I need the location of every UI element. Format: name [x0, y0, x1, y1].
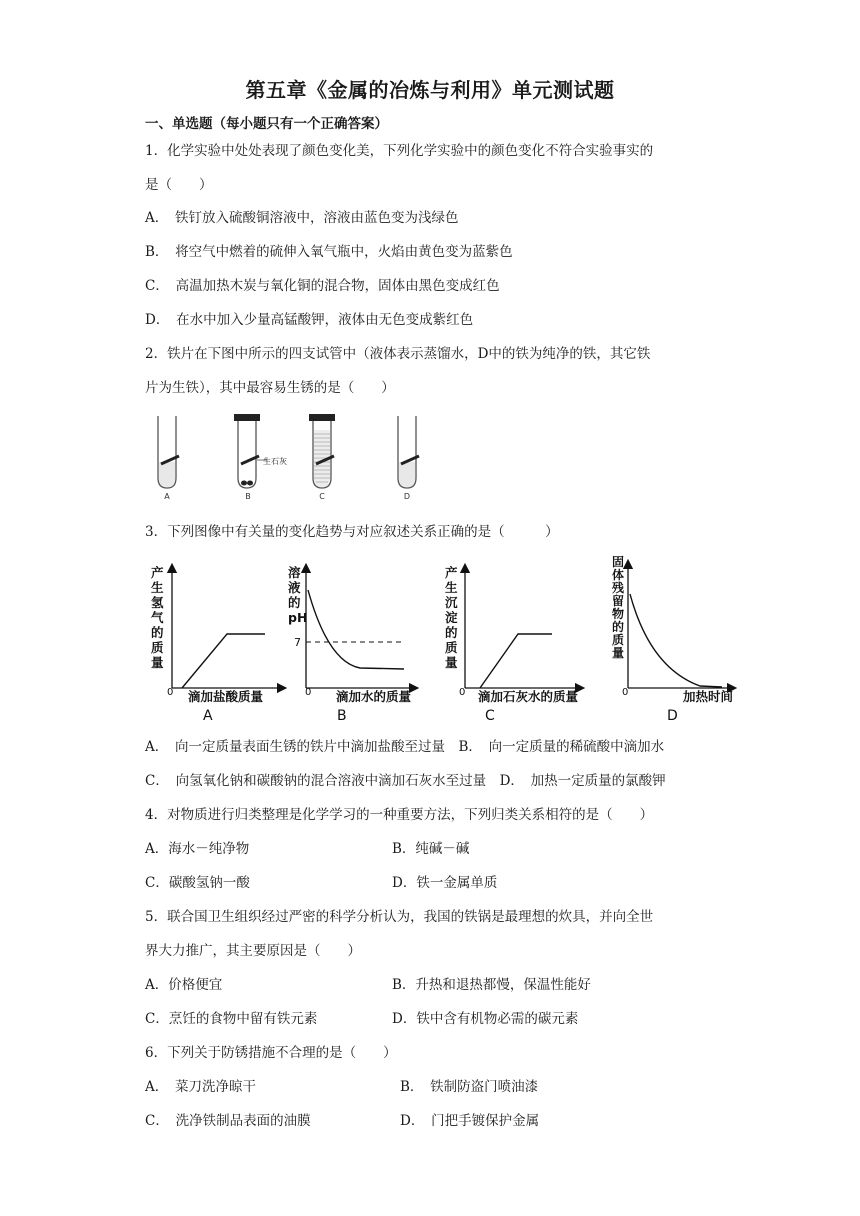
q6-option-a: A． 菜刀洗净晾干 [145, 1079, 256, 1095]
graph-a [151, 565, 282, 724]
q4-option-d: D．铁一金属单质 [392, 875, 498, 891]
y-axis-label: 固体残留物的质量 [612, 555, 625, 660]
q4-option-a: A．海水－纯净物 [145, 841, 250, 857]
graph-c [445, 565, 580, 724]
q3-stem: 3．下列图像中有关量的变化趋势与对应叙述关系正确的是（ ） [145, 524, 559, 540]
curve [308, 590, 404, 669]
x-axis-label: 加热时间 [683, 689, 734, 704]
q5-option-d: D．铁中含有机物必需的碳元素 [392, 1011, 579, 1027]
q5-stem-line1: 5．联合国卫生组织经过严密的科学分析认为，我国的铁锅是最理想的炊具，并向全世 [145, 909, 654, 925]
ph-7-label: 7 [294, 636, 301, 649]
q1-option-d: D． 在水中加入少量高锰酸钾，液体由无色变成紫红色 [145, 312, 474, 328]
q1-option-a: A． 铁钉放入硫酸铜溶液中，溶液由蓝色变为浅绿色 [145, 210, 459, 226]
origin-label: 0 [305, 687, 312, 698]
graph-d [612, 555, 734, 724]
graph-letter: C [485, 708, 495, 724]
q6-stem: 6．下列关于防锈措施不合理的是（ ） [145, 1045, 397, 1061]
tube-d-label: D [403, 492, 411, 501]
q1-option-c: C． 高温加热木炭与氧化铜的混合物，固体由黑色变成红色 [145, 278, 500, 294]
q2-stem-line1: 2．铁片在下图中所示的四支试管中（液体表示蒸馏水，D中的铁为纯净的铁，其它铁 [145, 346, 651, 362]
stopper [309, 414, 335, 421]
curve [480, 634, 552, 688]
q4-option-c: C．碳酸氢钠一酸 [145, 875, 250, 891]
q1-option-b: B． 将空气中燃着的硫伸入氧气瓶中，火焰由黄色变为蓝紫色 [145, 244, 513, 260]
x-axis-label: 滴加盐酸质量 [188, 689, 264, 704]
q6-option-d: D． 门把手镀保护金属 [400, 1113, 540, 1129]
q6-option-b: B． 铁制防盗门喷油漆 [400, 1079, 539, 1095]
x-axis-label: 滴加石灰水的质量 [478, 689, 579, 704]
tube-b [234, 414, 287, 501]
tube-a-label: A [164, 492, 170, 501]
origin-label: 0 [167, 687, 174, 698]
graph-letter: A [203, 708, 213, 724]
y-axis-label: 溶液的 pH [288, 565, 308, 625]
q4-option-b: B．纯碱－碱 [392, 841, 470, 857]
q1-stem-line1: 1．化学实验中处处表现了颜色变化美，下列化学实验中的颜色变化不符合实验事实的 [145, 143, 654, 159]
q5-stem-line2: 界大力推广，其主要原因是（ ） [145, 943, 361, 959]
q3-options-ab: A． 向一定质量表面生锈的铁片中滴加盐酸至过量 B． 向一定质量的稀硫酸中滴加水 [145, 739, 665, 755]
origin-label: 0 [622, 687, 629, 698]
q5-option-c: C．烹饪的食物中留有铁元素 [145, 1011, 318, 1027]
quicklime-label: 生石灰 [263, 457, 287, 466]
tube-d [398, 416, 419, 501]
graph-letter: D [667, 708, 678, 724]
document-title: 第五章《金属的冶炼与利用》单元测试题 [245, 78, 615, 102]
y-axis-label: 产生沉淀的质量 [445, 565, 458, 670]
curve [182, 634, 265, 688]
q6-option-c: C． 洗净铁制品表面的油膜 [145, 1113, 311, 1129]
q4-stem: 4．对物质进行归类整理是化学学习的一种重要方法，下列归类关系相符的是（ ） [145, 807, 654, 823]
origin-label: 0 [459, 687, 466, 698]
tube-b-label: B [245, 492, 251, 501]
y-axis-label: 产生氢气的质量 [151, 565, 164, 670]
q3-graphs-figure [140, 550, 740, 725]
q5-option-b: B．升热和退热都慢，保温性能好 [392, 977, 591, 993]
q5-option-a: A．价格便宜 [145, 977, 223, 993]
curve [630, 594, 722, 687]
section-heading: 一、单选题（每小题只有一个正确答案） [145, 116, 388, 132]
stopper [234, 414, 260, 421]
graph-b [288, 565, 414, 724]
tube-c-label: C [319, 492, 325, 501]
test-tubes-figure [145, 410, 445, 502]
q1-stem-line2: 是（ ） [145, 177, 213, 193]
q2-stem-line2: 片为生铁），其中最容易生锈的是（ ） [145, 380, 395, 396]
tube-c [309, 414, 335, 501]
q3-options-cd: C． 向氢氧化钠和碳酸钠的混合溶液中滴加石灰水至过量 D． 加热一定质量的氯酸钾 [145, 773, 666, 789]
x-axis-label: 滴加水的质量 [336, 689, 412, 704]
graph-letter: B [337, 708, 347, 724]
tube-a [158, 416, 179, 501]
